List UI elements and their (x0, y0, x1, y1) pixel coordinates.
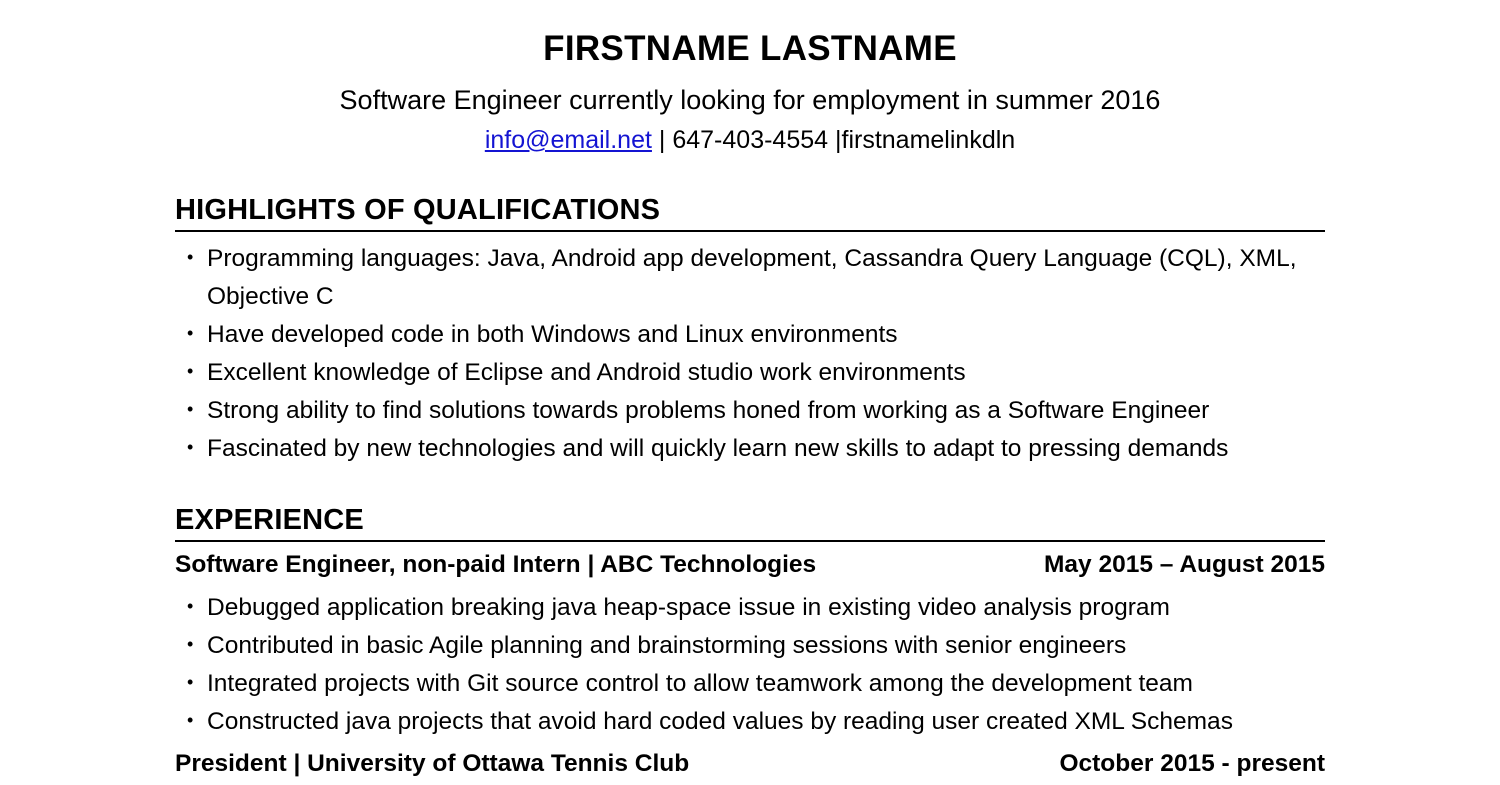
phone-number: 647-403-4554 (672, 125, 829, 154)
list-item: • Have developed code in both Windows and Linux environments (175, 316, 1325, 354)
job-title: Software Engineer, non-paid Intern | ABC Technologies (175, 551, 817, 578)
list-item: • Excellent knowledge of Eclipse and Android studio work environments (175, 354, 1325, 392)
list-item: • Fascinated by new technologies and will quickly learn new skills to adapt to pressing demands (175, 430, 1325, 468)
experience-entry (175, 747, 1325, 777)
contact-line (175, 124, 1325, 158)
experience-bullets (175, 589, 1325, 741)
linkedin-handle: firstnamelinkdln (841, 125, 1016, 154)
candidate-name: FIRSTNAME LASTNAME (543, 29, 957, 68)
email-link[interactable]: info@email.net (484, 125, 652, 154)
section-highlights (175, 192, 1325, 468)
resume-header (175, 0, 1325, 158)
list-item: • Programming languages: Java, Android app development, Cassandra Query Language (CQL), XML, Objective C (175, 240, 1325, 316)
job-dates: October 2015 - present (1059, 749, 1325, 777)
candidate-tagline: Software Engineer currently looking for employment in summer 2016 (339, 84, 1161, 115)
job-dates: May 2015 – August 2015 (1044, 551, 1325, 578)
experience-entry (175, 548, 1325, 741)
job-title: President | University of Ottawa Tennis Club (175, 749, 690, 777)
job-heading (175, 747, 1325, 780)
contact-separator-2: | (828, 125, 842, 154)
section-title-highlights: HIGHLIGHTS OF QUALIFICATIONS (175, 192, 1325, 232)
section-experience (175, 502, 1325, 777)
job-heading (175, 548, 1325, 581)
section-title-experience: EXPERIENCE (175, 502, 1325, 542)
list-item: • Strong ability to find solutions towards problems honed from working as a Software Engineer (175, 392, 1325, 430)
list-item: • Debugged application breaking java heap-space issue in existing video analysis program (175, 589, 1325, 627)
list-item: • Integrated projects with Git source control to allow teamwork among the development team (175, 665, 1325, 703)
contact-separator-1: | (651, 125, 673, 154)
highlights-list (175, 240, 1325, 468)
list-item: • Contributed in basic Agile planning and brainstorming sessions with senior engineers (175, 627, 1325, 665)
list-item: • Constructed java projects that avoid hard coded values by reading user created XML Schemas (175, 703, 1325, 741)
